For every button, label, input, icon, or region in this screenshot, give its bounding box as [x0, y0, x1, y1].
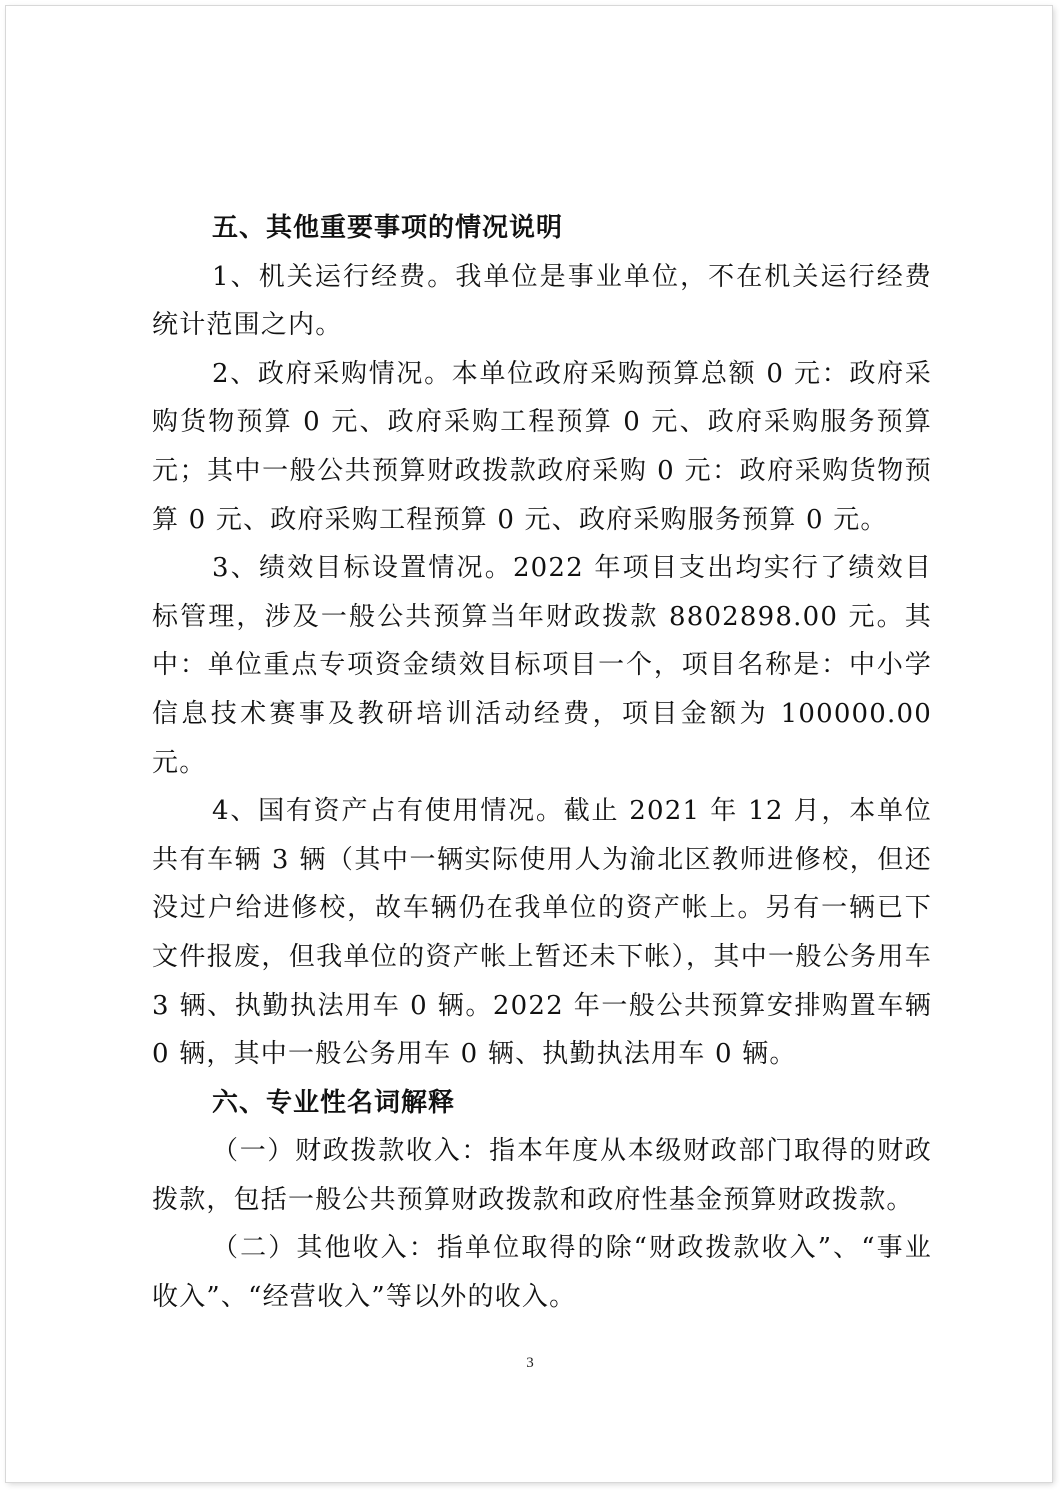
page-number: 3	[526, 1355, 534, 1371]
paragraph-government-procurement: 2、政府采购情况。本单位政府采购预算总额 0 元：政府采购货物预算 0 元、政府采购工程预算 0 元、政府采购服务预算元；其中一般公共预算财政拨款政府采购 0 元：政府采购货物预算 0 元、政府采购工程预算 0 元、政府采购服务预算 0 元。	[152, 358, 932, 535]
section-heading-glossary: 六、专业性名词解释	[212, 1087, 456, 1118]
paragraph-fiscal-appropriation-income: （一）财政拨款收入：指本年度从本级财政部门取得的财政拨款，包括一般公共预算财政拨款和政府性基金预算财政拨款。	[152, 1136, 932, 1215]
page-content	[152, 204, 932, 1322]
document-page	[6, 6, 1052, 1482]
paragraph-other-income: （二）其他收入：指单位取得的除“财政拨款收入”、“事业收入”、“经营收入”等以外的收入。	[152, 1233, 932, 1313]
section-heading-other-matters: 五、其他重要事项的情况说明	[212, 213, 564, 243]
paragraph-state-assets: 4、国有资产占有使用情况。截止 2021 年 12 月，本单位共有车辆 3 辆（其中一辆实际使用人为渝北区教师进修校，但还没过户给进修校，故车辆仍在我单位的资产帐上。另有一辆已下文件报废，但我单位的资产帐上暂还未下帐），其中一般公务用车 3 辆、执勤执法用车 0 辆。2022 年一般公共预算安排购置车辆 0 辆，其中一般公务用车 0 辆、执勤执法用车 0 辆。	[152, 796, 932, 1070]
paragraph-performance-targets: 3、绩效目标设置情况。2022 年项目支出均实行了绩效目标管理，涉及一般公共预算当年财政拨款 8802898.00 元。其中：单位重点专项资金绩效目标项目一个，项目名称是：中小学信息技术赛事及教研培训活动经费，项目金额为 100000.00 元。	[152, 553, 932, 778]
paragraph-operating-expenses: 1、机关运行经费。我单位是事业单位，不在机关运行经费统计范围之内。	[152, 261, 932, 341]
